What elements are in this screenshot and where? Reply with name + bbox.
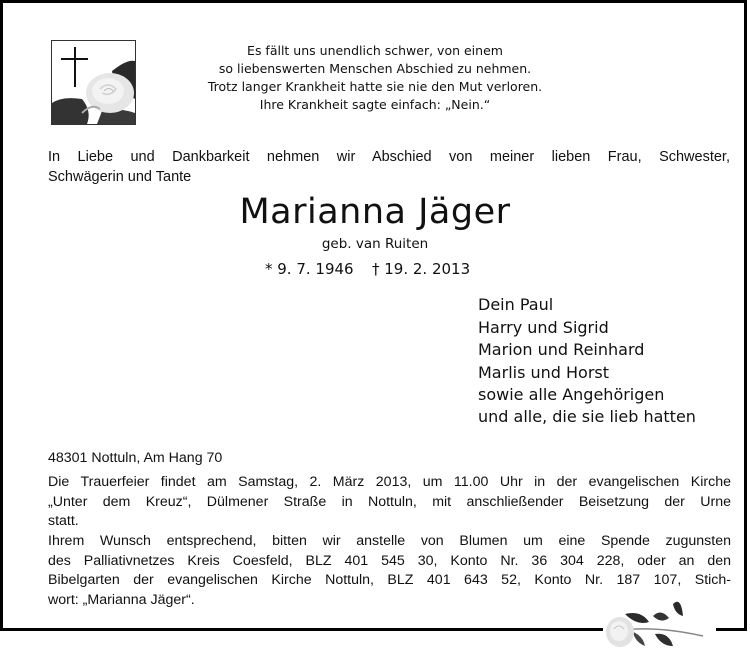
address: 48301 Nottuln, Am Hang 70 [48,450,223,466]
mourner: Harry und Sigrid [478,317,609,337]
cross-icon [52,41,135,124]
donation-line: Bibelgarten der evangelischen Kirche Nottuln, BLZ 401 643 52, Konto Nr. 187 107, Stich- [48,572,731,588]
donation-line: Ihrem Wunsch entsprechend, bitten wir anstelle von Blumen um eine Spende zugunsten [48,533,731,549]
funeral-line: statt. [48,513,79,529]
intro-text [48,147,730,187]
quote-line: so liebenswerten Menschen Abschied zu nehmen. [218,61,532,76]
deceased-name: Marianna Jäger [239,192,511,232]
mourner: Dein Paul [478,295,554,314]
frame-bottom-line-right [716,628,747,631]
intro-line: In Liebe und Dankbarkeit nehmen wir Abschied von meiner lieben Frau, Schwester, [48,149,730,165]
quote-line: Es fällt uns unendlich schwer, von einem [247,43,503,58]
donation-line: des Palliativnetzes Kreis Coesfeld, BLZ 401 545 30, Konto Nr. 36 304 228, oder an den [48,552,731,569]
mourners-list [478,294,696,426]
birth-date: * 9. 7. 1946 [265,260,354,278]
frame-right-edge [744,0,747,631]
maiden-name: geb. van Ruiten [321,236,429,252]
mourner: und alle, die sie lieb hatten [478,406,696,426]
rose-icon [603,596,716,654]
cross-rose-photo [51,40,136,125]
funeral-line: „Unter dem Kreuz“, Dülmener Straße in Nottuln, mit anschließender Beisetzung der Urne [48,493,731,510]
death-date: † 19. 2. 2013 [372,260,471,278]
funeral-line: Die Trauerfeier findet am Samstag, 2. März 2013, um 11.00 Uhr in der evangelischen Kirche [48,474,731,490]
donation-line: wort: „Marianna Jäger“. [48,591,195,608]
intro-line: Schwägerin und Tante [48,169,192,185]
opening-quote [200,42,550,114]
funeral-paragraph [48,473,731,532]
frame-bottom-line-left [0,628,603,631]
mourner: Marlis und Horst [478,362,610,382]
rose-image [603,596,716,654]
quote-line: Trotz langer Krankheit hatte sie nie den Mut verloren. [207,79,543,94]
mourner: sowie alle Angehörigen [478,385,665,404]
mourner: Marion und Reinhard [478,340,645,359]
quote-line: Ihre Krankheit sagte einfach: „Nein.“ [259,97,491,112]
